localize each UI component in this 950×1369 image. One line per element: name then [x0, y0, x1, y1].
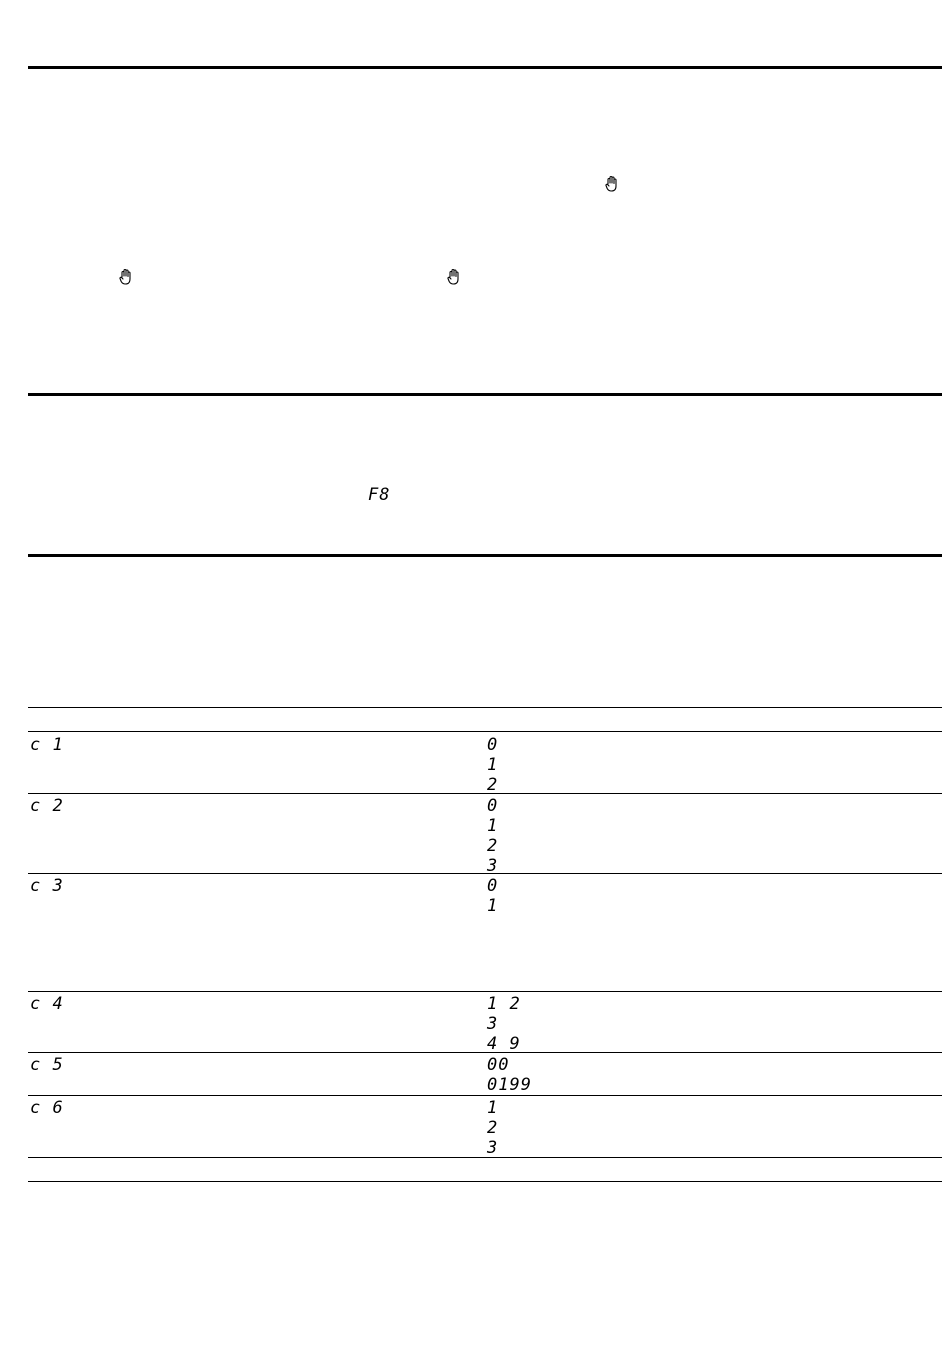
setting-values [487, 735, 498, 795]
hand-icon [118, 268, 134, 286]
section-divider [28, 554, 942, 557]
table-row-border [28, 793, 942, 794]
setting-value: 2 [487, 1118, 499, 1138]
fault-code-display: F8 [368, 485, 391, 505]
setting-value: 1 [487, 1098, 499, 1118]
setting-code: c 6 [30, 1098, 64, 1118]
setting-values [487, 876, 498, 916]
hand-icon [446, 268, 462, 286]
setting-value: 3 [487, 1014, 499, 1034]
table-row-border [28, 991, 942, 992]
table-top-border [28, 707, 942, 708]
setting-value: 4 9 [487, 1034, 521, 1054]
setting-values [487, 994, 521, 1054]
setting-code: c 2 [30, 796, 64, 816]
setting-value: 1 [487, 755, 499, 775]
table-row-border [28, 1052, 942, 1053]
table-row-border [28, 1095, 942, 1096]
table-header-border [28, 731, 942, 732]
setting-value: 2 [487, 775, 499, 795]
setting-value: 00 [487, 1055, 510, 1075]
setting-value: 0 [487, 876, 499, 896]
setting-values [487, 1055, 532, 1095]
table-row-border [28, 1157, 942, 1158]
table-bottom-border [28, 1181, 942, 1182]
setting-value: 2 [487, 836, 499, 856]
setting-code: c 5 [30, 1055, 64, 1075]
setting-value: 1 2 [487, 994, 521, 1014]
setting-code: c 4 [30, 994, 64, 1014]
setting-value: 0 [487, 735, 499, 755]
section-divider [28, 393, 942, 396]
setting-code: c 1 [30, 735, 64, 755]
section-divider [28, 66, 942, 69]
setting-value: 1 [487, 896, 499, 916]
setting-value: 0 [487, 796, 499, 816]
setting-values [487, 796, 498, 876]
setting-value: 3 [487, 856, 499, 876]
hand-icon [604, 175, 620, 193]
setting-values [487, 1098, 498, 1158]
table-row-border [28, 873, 942, 874]
setting-value: 3 [487, 1138, 499, 1158]
setting-value: 0199 [487, 1075, 532, 1095]
setting-code: c 3 [30, 876, 64, 896]
setting-value: 1 [487, 816, 499, 836]
